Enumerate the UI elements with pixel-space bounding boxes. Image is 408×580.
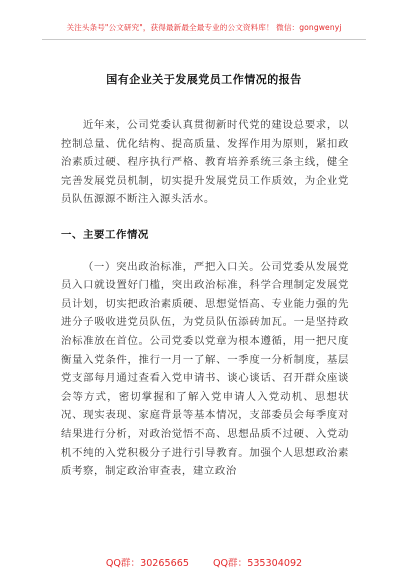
footer-qq-group-1: QQ群：30265665 [105, 558, 189, 569]
body-paragraph: （一）突出政治标准，严把入口关。公司党委从发展党员入口就设置好门槛，突出政治标准，科学合理制定发展党员计划，切实把政治素质硬、思想觉悟高、专业能力强的先进分子吸收进党员队伍，为党员队伍添砖加瓦。一是坚持政治标准放在首位。公司党委以党章为根本遵循，用一把尺度衡量入党条件，推行一月一了解、一季度一分析制度，基层党支部每月通过查看入党申请书、谈心谈话、召开群众座谈会等方式，密切掌握和了解入党申请人入党动机、思想状况、现实表现、家庭背景等基本情况，支部委员会每季度对结果进行分析，对政治觉悟不高、思想品质不过硬、入党动机不纯的入党积极分子进行引导教育。加强个人思想政治素质考察，制定政治审查表，建立政治 [61, 260, 349, 478]
document-title: 国有企业关于发展党员工作情况的报告 [106, 73, 302, 86]
intro-paragraph: 近年来，公司党委认真贯彻新时代党的建设总要求，以控制总量、优化结构、提高质量、发挥作用为原则，紧扣政治素质过硬、程序执行严格、教育培养系统三条主线，健全完善发展党员机制，切实提升发展党员工作质效，为企业党员队伍源源不断注入源头活水。 [61, 119, 349, 206]
page-footer [0, 555, 408, 569]
document-body [61, 116, 349, 481]
header-promo-note: 关注头条号"公文研究"，获得最新最全最专业的公文资料库！ 微信：gongwenyj [66, 23, 342, 32]
page-header [0, 0, 408, 56]
footer-qq-group-2: QQ群：535304092 [212, 558, 303, 569]
section-heading: 一、主要工作情况 [61, 228, 149, 241]
header-divider [42, 39, 366, 40]
